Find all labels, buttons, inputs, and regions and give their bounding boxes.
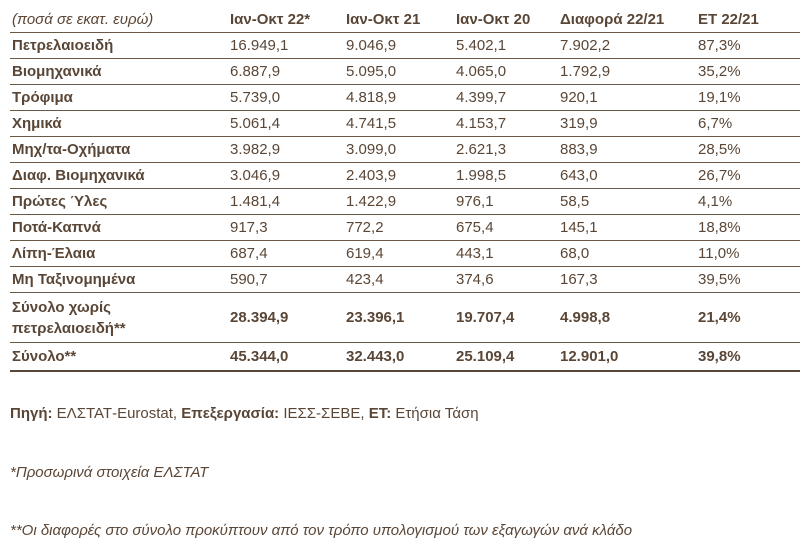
row-value: 58,5 xyxy=(558,189,696,215)
row-value: 16.949,1 xyxy=(228,33,344,59)
row-value: 19,1% xyxy=(696,85,800,111)
row-value: 35,2% xyxy=(696,59,800,85)
row-value: 4.741,5 xyxy=(344,111,454,137)
table-header-row xyxy=(10,6,800,33)
row-value: 9.046,9 xyxy=(344,33,454,59)
header-jan-oct-21: Ιαν-Οκτ 21 xyxy=(344,6,454,33)
header-unit: (ποσά σε εκατ. ευρώ) xyxy=(10,6,228,33)
row-label: Χημικά xyxy=(10,111,228,137)
table-row xyxy=(10,267,800,293)
source-value: ΕΛΣΤΑΤ-Eurostat, xyxy=(52,405,182,422)
row-value: 2.403,9 xyxy=(344,163,454,189)
table-row xyxy=(10,137,800,163)
row-label: Πρώτες Ύλες xyxy=(10,189,228,215)
row-value: 19.707,4 xyxy=(454,293,558,343)
row-value: 4.153,7 xyxy=(454,111,558,137)
row-value: 443,1 xyxy=(454,241,558,267)
row-value: 5.402,1 xyxy=(454,33,558,59)
row-value: 25.109,4 xyxy=(454,343,558,372)
row-value: 28,5% xyxy=(696,137,800,163)
row-value: 4.065,0 xyxy=(454,59,558,85)
row-label: Πετρελαιοειδή xyxy=(10,33,228,59)
et-label: ΕΤ: xyxy=(368,405,392,422)
header-jan-oct-22: Ιαν-Οκτ 22* xyxy=(228,6,344,33)
row-value: 12.901,0 xyxy=(558,343,696,372)
row-value: 167,3 xyxy=(558,267,696,293)
processing-label: Επεξεργασία: xyxy=(181,405,280,422)
row-label: Τρόφιμα xyxy=(10,85,228,111)
row-value: 1.422,9 xyxy=(344,189,454,215)
source-note xyxy=(10,405,479,422)
row-value: 23.396,1 xyxy=(344,293,454,343)
row-value: 5.061,4 xyxy=(228,111,344,137)
row-value: 87,3% xyxy=(696,33,800,59)
row-value: 423,4 xyxy=(344,267,454,293)
row-value: 883,9 xyxy=(558,137,696,163)
row-value: 374,6 xyxy=(454,267,558,293)
row-value: 643,0 xyxy=(558,163,696,189)
table-row xyxy=(10,111,800,137)
header-jan-oct-20: Ιαν-Οκτ 20 xyxy=(454,6,558,33)
row-value: 319,9 xyxy=(558,111,696,137)
table-row xyxy=(10,85,800,111)
differences-note: **Οι διαφορές στο σύνολο προκύπτουν από τον τρόπο υπολογισμού των εξαγωγών ανά κλάδο xyxy=(10,522,633,539)
row-value: 3.099,0 xyxy=(344,137,454,163)
row-value: 920,1 xyxy=(558,85,696,111)
row-value: 7.902,2 xyxy=(558,33,696,59)
row-value: 4,1% xyxy=(696,189,800,215)
row-value: 1.481,4 xyxy=(228,189,344,215)
row-value: 145,1 xyxy=(558,215,696,241)
row-value: 4.998,8 xyxy=(558,293,696,343)
row-value: 11,0% xyxy=(696,241,800,267)
processing-value: ΙΕΣΣ-ΣΕΒΕ, xyxy=(279,405,369,422)
row-value: 917,3 xyxy=(228,215,344,241)
row-label: Βιομηχανικά xyxy=(10,59,228,85)
et-value: Ετήσια Τάση xyxy=(391,405,479,422)
row-value: 3.046,9 xyxy=(228,163,344,189)
table-row xyxy=(10,189,800,215)
row-value: 6.887,9 xyxy=(228,59,344,85)
row-value: 4.818,9 xyxy=(344,85,454,111)
row-value: 21,4% xyxy=(696,293,800,343)
row-value: 39,8% xyxy=(696,343,800,372)
total-row xyxy=(10,343,800,372)
row-value: 28.394,9 xyxy=(228,293,344,343)
exports-table xyxy=(10,6,800,372)
row-value: 5.095,0 xyxy=(344,59,454,85)
row-value: 4.399,7 xyxy=(454,85,558,111)
subtotal-row xyxy=(10,293,800,343)
row-value: 6,7% xyxy=(696,111,800,137)
header-annual-trend: ΕΤ 22/21 xyxy=(696,6,800,33)
table-row xyxy=(10,241,800,267)
row-label: Σύνολο** xyxy=(10,343,228,372)
table-row xyxy=(10,215,800,241)
row-value: 68,0 xyxy=(558,241,696,267)
row-label: Σύνολο χωρίς πετρελαιοειδή** xyxy=(10,293,228,343)
row-value: 590,7 xyxy=(228,267,344,293)
table-row xyxy=(10,163,800,189)
row-value: 687,4 xyxy=(228,241,344,267)
row-value: 45.344,0 xyxy=(228,343,344,372)
row-value: 2.621,3 xyxy=(454,137,558,163)
row-value: 675,4 xyxy=(454,215,558,241)
row-value: 976,1 xyxy=(454,189,558,215)
row-value: 3.982,9 xyxy=(228,137,344,163)
row-value: 772,2 xyxy=(344,215,454,241)
row-value: 26,7% xyxy=(696,163,800,189)
source-label: Πηγή: xyxy=(10,405,53,422)
table-row xyxy=(10,59,800,85)
row-value: 1.998,5 xyxy=(454,163,558,189)
row-label: Μη Ταξινομημένα xyxy=(10,267,228,293)
row-value: 32.443,0 xyxy=(344,343,454,372)
row-value: 39,5% xyxy=(696,267,800,293)
row-value: 619,4 xyxy=(344,241,454,267)
row-label: Μηχ/τα-Οχήματα xyxy=(10,137,228,163)
row-label: Λίπη-Έλαια xyxy=(10,241,228,267)
row-label: Διαφ. Βιομηχανικά xyxy=(10,163,228,189)
header-difference: Διαφορά 22/21 xyxy=(558,6,696,33)
row-label: Ποτά-Καπνά xyxy=(10,215,228,241)
table-row xyxy=(10,33,800,59)
row-value: 1.792,9 xyxy=(558,59,696,85)
row-value: 5.739,0 xyxy=(228,85,344,111)
provisional-note: *Προσωρινά στοιχεία ΕΛΣΤΑΤ xyxy=(10,464,209,481)
row-value: 18,8% xyxy=(696,215,800,241)
